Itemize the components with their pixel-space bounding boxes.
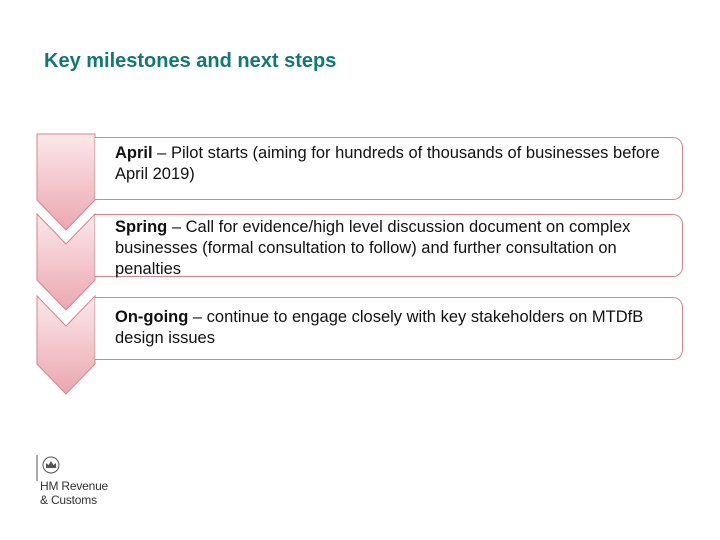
slide-title: Key milestones and next steps — [44, 50, 337, 72]
milestone-label: Spring — [115, 218, 168, 236]
milestone-label: On-going — [115, 308, 189, 326]
milestone-text: continue to engage closely with key stakeholders on MTDfB design issues — [115, 308, 644, 347]
milestone-spring — [95, 214, 683, 277]
hmrc-logo — [40, 479, 108, 507]
chevron-1 — [37, 134, 95, 230]
milestone-separator: – — [188, 308, 207, 326]
milestone-separator: – — [152, 144, 171, 162]
crown-crest-icon — [36, 455, 68, 481]
milestone-label: April — [115, 144, 153, 162]
logo-line-2: & Customs — [40, 493, 97, 507]
milestone-text: Pilot starts (aiming for hundreds of thousands of businesses before April 2019) — [115, 144, 660, 183]
milestone-ongoing — [95, 297, 683, 360]
milestone-separator: – — [167, 218, 186, 236]
milestone-text: Call for evidence/high level discussion document on complex businesses (formal consultation to follow) and further consultation on penalties — [115, 218, 631, 278]
milestone-april — [95, 137, 683, 200]
logo-line-1: HM Revenue — [40, 479, 109, 493]
